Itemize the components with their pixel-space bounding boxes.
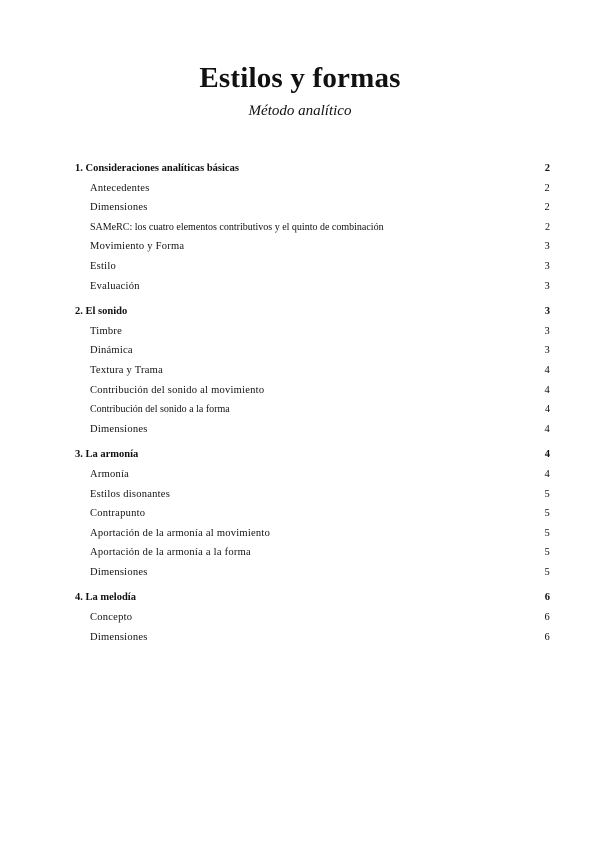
document-title: Estilos y formas bbox=[199, 62, 401, 94]
toc-heading[interactable] bbox=[75, 445, 550, 465]
toc-page-number: 2 bbox=[545, 221, 550, 233]
toc-entry[interactable] bbox=[75, 608, 550, 628]
toc-entry-label: Concepto bbox=[90, 612, 133, 624]
toc-entry[interactable] bbox=[75, 420, 550, 440]
toc-page-number: 5 bbox=[544, 547, 550, 559]
toc-page-number: 2 bbox=[544, 163, 550, 174]
toc-entry[interactable] bbox=[75, 237, 550, 257]
toc-section-2 bbox=[75, 302, 550, 439]
toc-heading-label: 2. El sonido bbox=[75, 306, 128, 318]
toc-entry-label: Estilo bbox=[90, 260, 117, 272]
toc-entry-label: Antecedentes bbox=[90, 182, 150, 194]
toc-page-number: 5 bbox=[544, 527, 550, 539]
toc-entry-label: Evaluación bbox=[90, 280, 140, 292]
toc-page-number: 3 bbox=[544, 260, 550, 272]
toc-page-number: 5 bbox=[544, 488, 550, 500]
toc-entry[interactable] bbox=[75, 563, 550, 583]
toc-entry-label: Estilos disonantes bbox=[90, 488, 171, 500]
toc-page-number: 6 bbox=[544, 592, 550, 604]
toc-entry-label: Textura y Trama bbox=[90, 364, 164, 376]
table-of-contents bbox=[75, 159, 550, 653]
toc-page-number: 3 bbox=[544, 280, 550, 292]
toc-entry-label: Dinámica bbox=[90, 345, 133, 357]
toc-entry-label: Contribución del sonido al movimiento bbox=[90, 384, 265, 396]
toc-page-number: 4 bbox=[544, 423, 550, 435]
toc-entry[interactable] bbox=[75, 361, 550, 381]
toc-page-number: 6 bbox=[544, 631, 550, 643]
toc-entry[interactable] bbox=[75, 381, 550, 401]
toc-heading-label: 3. La armonía bbox=[75, 449, 139, 461]
toc-page-number: 3 bbox=[544, 325, 550, 337]
toc-page-number: 2 bbox=[544, 182, 550, 194]
toc-entry[interactable] bbox=[75, 543, 550, 563]
toc-entry[interactable] bbox=[75, 198, 550, 218]
toc-heading-label: 4. La melodía bbox=[75, 592, 136, 604]
toc-page-number: 4 bbox=[545, 404, 550, 416]
toc-entry-label: Dimensiones bbox=[90, 202, 148, 214]
toc-page-number: 3 bbox=[544, 345, 550, 357]
document-subtitle: Método analítico bbox=[248, 103, 352, 119]
toc-entry-label: Armonía bbox=[90, 468, 130, 480]
toc-entry[interactable] bbox=[75, 218, 550, 238]
toc-entry-label: Contrapunto bbox=[90, 508, 146, 520]
toc-entry[interactable] bbox=[75, 504, 550, 524]
toc-entry[interactable] bbox=[75, 277, 550, 297]
toc-heading[interactable] bbox=[75, 159, 550, 179]
toc-heading[interactable] bbox=[75, 302, 550, 322]
toc-page-number: 4 bbox=[544, 364, 550, 376]
toc-page-number: 4 bbox=[544, 468, 550, 480]
toc-entry-label: Movimiento y Forma bbox=[90, 241, 185, 253]
toc-page-number: 2 bbox=[544, 202, 550, 214]
toc-entry[interactable] bbox=[75, 400, 550, 420]
toc-entry[interactable] bbox=[75, 257, 550, 277]
toc-page-number: 3 bbox=[544, 306, 550, 318]
toc-page-number: 4 bbox=[544, 384, 550, 396]
toc-heading-label: 1. Consideraciones analíticas básicas bbox=[75, 163, 239, 174]
toc-entry-label: Timbre bbox=[90, 325, 123, 337]
toc-page-number: 3 bbox=[544, 241, 550, 253]
toc-entry-label: Dimensiones bbox=[90, 423, 148, 435]
toc-page-number: 5 bbox=[544, 508, 550, 520]
toc-section-3 bbox=[75, 445, 550, 582]
toc-entry-label: SAMeRC: los cuatro elementos contributivos y el quinto de combinación bbox=[90, 221, 384, 233]
toc-entry-label: Dimensiones bbox=[90, 566, 148, 578]
toc-page-number: 4 bbox=[544, 449, 550, 461]
toc-entry[interactable] bbox=[75, 485, 550, 505]
toc-entry[interactable] bbox=[75, 465, 550, 485]
toc-page-number: 5 bbox=[544, 566, 550, 578]
toc-entry-label: Contribución del sonido a la forma bbox=[90, 404, 230, 416]
toc-entry[interactable] bbox=[75, 179, 550, 199]
toc-entry[interactable] bbox=[75, 322, 550, 342]
toc-entry[interactable] bbox=[75, 341, 550, 361]
toc-entry-label: Aportación de la armonía al movimiento bbox=[90, 527, 271, 539]
toc-page-number: 6 bbox=[544, 612, 550, 624]
toc-entry[interactable] bbox=[75, 524, 550, 544]
toc-entry[interactable] bbox=[75, 628, 550, 648]
toc-section-1 bbox=[75, 159, 550, 296]
toc-entry-label: Aportación de la armonía a la forma bbox=[90, 547, 251, 559]
toc-section-4 bbox=[75, 588, 550, 647]
toc-heading[interactable] bbox=[75, 588, 550, 608]
toc-entry-label: Dimensiones bbox=[90, 631, 148, 643]
